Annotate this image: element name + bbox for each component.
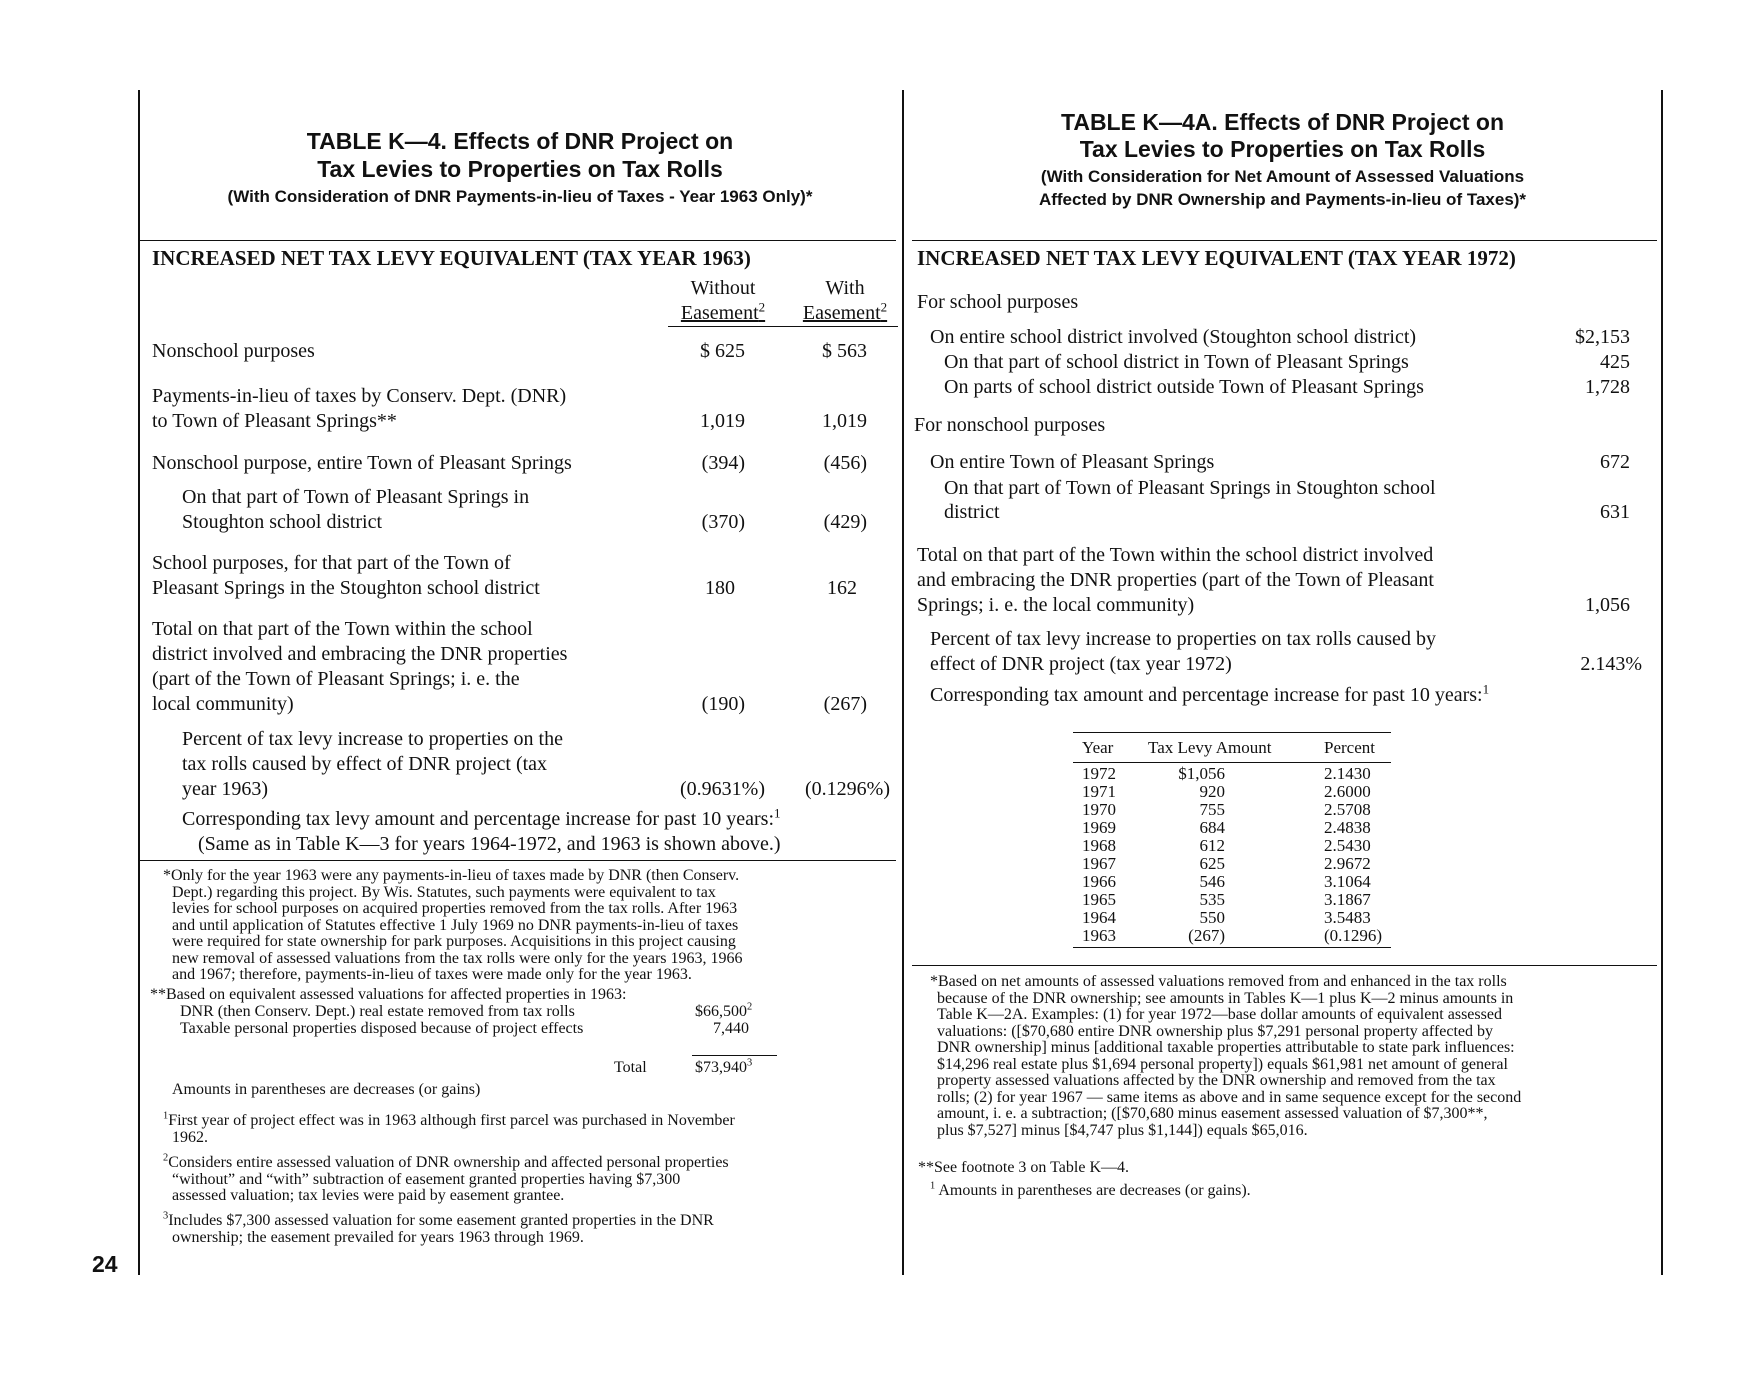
right-margin-rule	[1661, 90, 1663, 1275]
row-school-without: 180	[705, 577, 735, 599]
rfn-star-line: DNR ownership] minus [additional taxable properties attributable to state park influences:	[937, 1039, 1515, 1056]
row-percent-with: (0.1296%)	[805, 778, 890, 800]
row-payments-with: 1,019	[822, 410, 867, 432]
mini-table-body	[1073, 765, 1391, 945]
cell-percent: 2.5430	[1324, 836, 1371, 855]
row-percent-label3: year 1963)	[182, 778, 269, 800]
rfn-star-line: rolls; (2) for year 1967 — same items as above and in same sequence except for the second	[937, 1088, 1522, 1106]
nonschool-purposes-heading: For nonschool purposes	[914, 414, 1106, 436]
row-town-part-label1: On that part of Town of Pleasant Springs in	[182, 486, 530, 508]
table-row	[1073, 765, 1391, 783]
col-without-bottom-wrap	[663, 301, 783, 326]
cell-year: 1971	[1082, 782, 1116, 801]
right-total-value: 1,056	[1585, 594, 1630, 616]
row-nonschool-label: Nonschool purposes	[152, 340, 315, 362]
left-footnote-2	[163, 1152, 729, 1205]
right-footnote-1	[930, 1180, 1251, 1200]
fn-star-line: new removal of assessed valuations from the tax rolls were only for the years 1963, 1966	[172, 949, 743, 967]
cell-percent: 2.5708	[1324, 800, 1371, 819]
cell-percent: 3.5483	[1324, 908, 1371, 927]
cell-year: 1966	[1082, 872, 1116, 891]
fn-star-line: *Only for the year 1963 were any payments-in-lieu of taxes made by DNR (then Conserv.	[163, 867, 740, 884]
col-header-rule	[668, 326, 898, 327]
cell-amount: $1,056	[1178, 764, 1225, 783]
fn-star-line: and 1967; therefore, payments-in-lieu of taxes were made only for the year 1963.	[172, 966, 692, 983]
left-footnote-1	[163, 1110, 735, 1146]
right-corresponding-text: Corresponding tax amount and percentage increase for past 10 years:	[930, 684, 1483, 706]
left-footnote-dstar: **Based on equivalent assessed valuations for affected properties in 1963:	[150, 986, 627, 1003]
right-bottom-rule	[912, 965, 1657, 966]
cell-year: 1970	[1082, 800, 1116, 819]
row-nonschool-without: $ 625	[700, 340, 745, 362]
fn-dnr-value	[695, 1001, 753, 1021]
cell-year: 1969	[1082, 818, 1116, 837]
row-nonschool-town-label: Nonschool purpose, entire Town of Pleasant Springs	[152, 452, 572, 474]
mini-table-header-amount: Tax Levy Amount	[1148, 738, 1272, 757]
cell-percent: 2.6000	[1324, 782, 1371, 801]
table-row	[1073, 855, 1391, 873]
cell-amount: 684	[1199, 818, 1225, 837]
cell-year: 1963	[1082, 926, 1116, 945]
rfn1-sup: 1	[930, 1180, 936, 1192]
cell-percent: 3.1867	[1324, 890, 1371, 909]
cell-percent: 2.4838	[1324, 818, 1371, 837]
left-footnote-star	[163, 868, 743, 984]
fn-total-value	[695, 1057, 753, 1077]
row-town-part-with: (429)	[823, 511, 867, 533]
fn3-line2: ownership; the easement prevailed for years 1963 through 1969.	[172, 1228, 584, 1246]
row-payments-label1: Payments-in-lieu of taxes by Conserv. Dept. (DNR)	[152, 385, 567, 407]
cell-percent: 2.9672	[1324, 854, 1371, 873]
right-percent-label2: effect of DNR project (tax year 1972)	[930, 653, 1232, 675]
row-school-label1: School purposes, for that part of the Town of	[152, 552, 511, 574]
right-footnote-star	[930, 974, 1521, 1139]
right-corresponding	[930, 683, 1489, 708]
nonschool-row1-label: On entire Town of Pleasant Springs	[930, 451, 1215, 473]
fn-dnr-value-text: $66,500	[695, 1003, 747, 1020]
rfn-star-line: Table K—2A. Examples: (1) for year 1972—base dollar amounts of equivalent assessed	[937, 1006, 1502, 1023]
school-row1-value: $2,153	[1575, 326, 1630, 348]
col-with-top: With	[825, 277, 865, 299]
table-row	[1073, 819, 1391, 837]
right-subtitle-line1: (With Consideration for Net Amount of Assessed Valuations	[1040, 167, 1525, 186]
left-margin-rule	[138, 90, 140, 1275]
mini-table-header-rule	[1073, 762, 1391, 763]
cell-percent: 2.1430	[1324, 764, 1371, 783]
cell-amount: 535	[1199, 890, 1225, 909]
fn1-line1: First year of project effect was in 1963 although first parcel was purchased in November	[168, 1112, 735, 1129]
rfn-star-line: property assessed valuations affected by the DNR ownership and removed from the tax	[937, 1072, 1496, 1089]
mini-table-bottom-rule	[1073, 947, 1391, 948]
table-row	[1073, 927, 1391, 945]
fn2-line3: assessed valuation; tax levies were paid by easement grantee.	[172, 1187, 565, 1204]
row-nonschool-town-without: (394)	[701, 452, 745, 474]
cell-year: 1965	[1082, 890, 1116, 909]
row-total-without: (190)	[701, 693, 745, 715]
row-percent-without: (0.9631%)	[680, 778, 765, 800]
nonschool-row2-label2: district	[944, 501, 1000, 523]
row-corresponding-text: Corresponding tax levy amount and percentage increase for past 10 years:	[182, 808, 775, 830]
right-total-label2: and embracing the DNR properties (part of the Town of Pleasant	[917, 569, 1434, 591]
cell-year: 1968	[1082, 836, 1116, 855]
cell-year: 1967	[1082, 854, 1116, 873]
cell-amount: 550	[1199, 908, 1225, 927]
school-row1-label: On entire school district involved (Stoughton school district)	[930, 326, 1417, 348]
cell-amount: 612	[1199, 836, 1225, 855]
col-with-sup: 2	[880, 299, 888, 315]
col-without-top: Without	[690, 277, 756, 299]
right-subtitle-line2: Affected by DNR Ownership and Payments-in-lieu of Taxes)*	[1038, 190, 1527, 209]
school-row2-value: 425	[1600, 351, 1630, 373]
fn2-line1: Considers entire assessed valuation of DNR ownership and affected personal properties	[168, 1154, 729, 1171]
fn-paren-note: Amounts in parentheses are decreases (or gains)	[172, 1081, 481, 1098]
row-same-as: (Same as in Table K—3 for years 1964-1972, and 1963 is shown above.)	[198, 833, 781, 855]
right-section-heading: INCREASED NET TAX LEVY EQUIVALENT (TAX YEAR 1972)	[917, 246, 1516, 270]
left-top-rule	[140, 240, 896, 241]
row-payments-label2: to Town of Pleasant Springs**	[152, 410, 397, 432]
rfn-star-line: amount, i. e. a subtraction; ([$70,680 minus easement assessed valuation of $7,300**,	[937, 1105, 1488, 1122]
fn-star-line: Dept.) regarding this project. By Wis. Statutes, such payments were equivalent to tax	[172, 883, 716, 901]
fn1-sup: 1	[163, 1110, 169, 1122]
school-purposes-heading: For school purposes	[917, 291, 1079, 313]
row-total-label3: (part of the Town of Pleasant Springs; i. e. the	[152, 668, 520, 690]
cell-amount: 625	[1199, 854, 1225, 873]
fn-pers-label: Taxable personal properties disposed because of project effects	[180, 1020, 584, 1037]
fn-total-value-text: $73,940	[695, 1059, 747, 1076]
mini-table-rows	[1073, 765, 1391, 945]
row-total-label1: Total on that part of the Town within the school	[152, 618, 533, 640]
left-footnote-3	[163, 1210, 714, 1246]
fn1-line1-wrap	[163, 1110, 735, 1130]
nonschool-row2-label1: On that part of Town of Pleasant Springs in Stoughton school	[944, 477, 1436, 499]
cell-year: 1972	[1082, 764, 1116, 783]
cell-amount: 920	[1199, 782, 1225, 801]
fn2-line2: “without” and “with” subtraction of easement granted properties having $7,300	[172, 1170, 681, 1188]
fn2-line1-wrap	[163, 1152, 729, 1172]
left-bottom-rule	[140, 860, 896, 861]
row-nonschool-with: $ 563	[822, 340, 867, 362]
row-payments-without: 1,019	[700, 410, 745, 432]
table-row	[1073, 783, 1391, 801]
rfn-star-line: because of the DNR ownership; see amounts in Tables K—1 plus K—2 minus amounts in	[937, 989, 1514, 1007]
row-town-part-without: (370)	[701, 511, 745, 533]
row-school-with: 162	[827, 577, 857, 599]
cell-amount: 546	[1199, 872, 1225, 891]
fn3-line1-wrap	[163, 1210, 714, 1230]
cell-percent: (0.1296)	[1324, 926, 1383, 945]
left-title-line1: TABLE K—4. Effects of DNR Project on	[306, 128, 734, 154]
fn2-sup: 2	[163, 1152, 169, 1164]
row-corresponding-sup: 1	[774, 805, 781, 821]
table-row	[1073, 801, 1391, 819]
center-column-rule	[902, 90, 904, 1275]
table-row	[1073, 909, 1391, 927]
row-percent-label1: Percent of tax levy increase to properties on the	[182, 728, 563, 750]
col-with-easement-header	[785, 276, 905, 326]
row-percent-label2: tax rolls caused by effect of DNR project (tax	[182, 753, 548, 775]
fn3-line1: Includes $7,300 assessed valuation for some easement granted properties in the DNR	[168, 1212, 714, 1229]
row-school-label2: Pleasant Springs in the Stoughton school district	[152, 577, 540, 599]
rfn-star-line: $14,296 real estate plus $1,694 personal property]) equals $61,981 net amount of general	[937, 1055, 1508, 1073]
fn-dnr-label: DNR (then Conserv. Dept.) real estate removed from tax rolls	[180, 1003, 575, 1020]
right-total-label3: Springs; i. e. the local community)	[917, 594, 1195, 616]
left-subtitle: (With Consideration of DNR Payments-in-lieu of Taxes - Year 1963 Only)*	[227, 187, 813, 206]
cell-year: 1964	[1082, 908, 1116, 927]
row-town-part-label2: Stoughton school district	[182, 511, 382, 533]
table-row	[1073, 873, 1391, 891]
nonschool-row1-value: 672	[1600, 451, 1630, 473]
row-total-label2: district involved and embracing the DNR properties	[152, 643, 568, 665]
fn3-sup: 3	[163, 1210, 169, 1222]
col-without-sup: 2	[758, 299, 766, 315]
fn-star-line: levies for school purposes on acquired properties removed from the tax rolls. After 1963	[172, 900, 738, 917]
cell-amount: (267)	[1188, 926, 1225, 945]
rfn-star-line: valuations: ([$70,680 entire DNR ownership plus $7,291 personal property affected by	[937, 1022, 1494, 1040]
school-row3-value: 1,728	[1585, 376, 1630, 398]
fn1-line2: 1962.	[172, 1128, 208, 1146]
rfn1-text: Amounts in parentheses are decreases (or gains).	[935, 1182, 1251, 1199]
nonschool-row2-value: 631	[1600, 501, 1630, 523]
fn-star-line: and until application of Statutes effective 1 July 1969 no DNR payments-in-lieu of taxes	[172, 916, 739, 934]
fn-pers-value: 7,440	[713, 1020, 749, 1037]
mini-table-top-rule	[1073, 732, 1391, 733]
right-top-rule	[912, 240, 1657, 241]
table-row	[1073, 891, 1391, 909]
left-title-line2: Tax Levies to Properties on Tax Rolls	[317, 156, 723, 182]
row-nonschool-town-with: (456)	[823, 452, 867, 474]
cell-percent: 3.1064	[1324, 872, 1371, 891]
cell-amount: 755	[1199, 800, 1225, 819]
rfn-star-line: plus $7,527] minus [$4,747 plus $1,144]) equals $65,016.	[937, 1121, 1308, 1139]
fn-sum-rule	[692, 1055, 777, 1056]
right-title-line2: Tax Levies to Properties on Tax Rolls	[1079, 136, 1486, 162]
right-percent-label1: Percent of tax levy increase to properties on tax rolls caused by	[930, 628, 1436, 650]
mini-table-header-year: Year	[1082, 738, 1114, 757]
school-row3-label: On parts of school district outside Town of Pleasant Springs	[944, 376, 1424, 398]
right-footnote-dstar: **See footnote 3 on Table K—4.	[918, 1159, 1129, 1176]
right-percent-value: 2.143%	[1580, 653, 1642, 675]
fn-total-label: Total	[614, 1059, 647, 1076]
fn-star-line: were required for state ownership for park purposes. Acquisitions in this project causing	[172, 933, 736, 950]
col-without-easement-header	[663, 276, 783, 326]
table-row	[1073, 837, 1391, 855]
school-row2-label: On that part of school district in Town of Pleasant Springs	[944, 351, 1409, 373]
left-section-heading: INCREASED NET TAX LEVY EQUIVALENT (TAX YEAR 1963)	[152, 246, 751, 270]
fn-total-sup: 3	[747, 1057, 753, 1069]
row-total-with: (267)	[823, 693, 867, 715]
fn-dnr-sup: 2	[747, 1001, 753, 1013]
col-without-bottom: Easement	[680, 302, 759, 324]
row-total-label4: local community)	[152, 693, 294, 715]
rfn-star-line: *Based on net amounts of assessed valuations removed from and enhanced in the tax rolls	[930, 973, 1507, 990]
row-corresponding	[182, 807, 781, 832]
right-title-line1: TABLE K—4A. Effects of DNR Project on	[1061, 109, 1504, 135]
right-total-label1: Total on that part of the Town within the school district involved	[917, 544, 1434, 566]
right-corresponding-sup: 1	[1482, 681, 1490, 697]
col-with-bottom-wrap	[785, 301, 905, 326]
col-with-bottom: Easement	[802, 302, 881, 324]
mini-table-header-percent: Percent	[1324, 738, 1375, 757]
page-number: 24	[92, 1251, 118, 1277]
